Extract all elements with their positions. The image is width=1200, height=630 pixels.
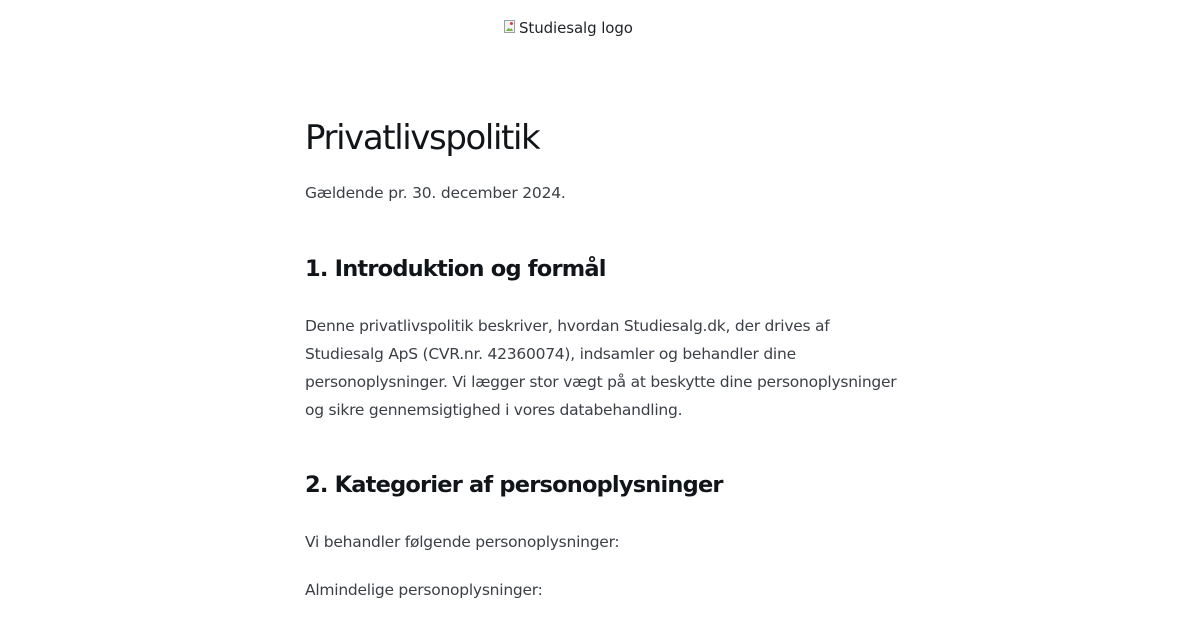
paragraph-line: Denne privatlivspolitik beskriver, hvordan Studiesalg.dk, der drives af <box>305 317 830 335</box>
logo-alt-text: Studiesalg logo <box>519 19 633 37</box>
page-title: Privatlivspolitik <box>305 118 540 158</box>
section-categories-subheading: Almindelige personoplysninger: <box>305 581 543 599</box>
site-logo[interactable] <box>504 17 633 39</box>
section-heading-introduction: 1. Introduktion og formål <box>305 256 606 282</box>
paragraph-line: Studiesalg ApS (CVR.nr. 42360074), indsamler og behandler dine <box>305 345 796 363</box>
section-introduction-paragraph <box>305 312 905 424</box>
broken-image-icon <box>504 20 518 36</box>
paragraph-line: personoplysninger. Vi lægger stor vægt på at beskytte dine personoplysninger <box>305 373 897 391</box>
effective-date: Gældende pr. 30. december 2024. <box>305 184 566 202</box>
section-categories-intro: Vi behandler følgende personoplysninger: <box>305 533 620 551</box>
paragraph-line: og sikre gennemsigtighed i vores databehandling. <box>305 401 683 419</box>
section-heading-categories: 2. Kategorier af personoplysninger <box>305 472 723 498</box>
